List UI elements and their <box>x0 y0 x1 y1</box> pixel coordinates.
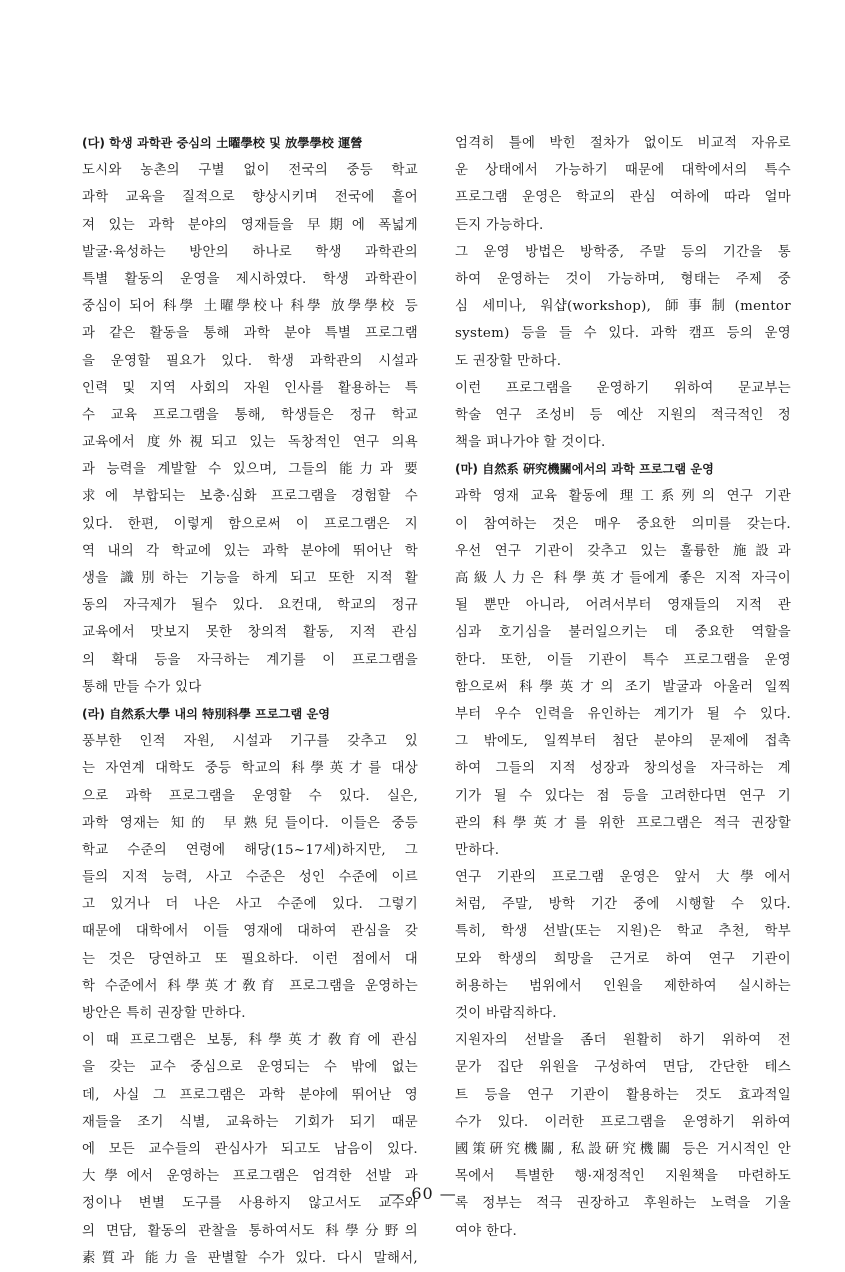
body-line: 과학 영재는 知的 早熟兒들이다. 이들은 중등 <box>82 815 418 831</box>
body-line: 大學에서 운영하는 프로그램은 엄격한 선발 과 <box>82 1169 418 1185</box>
paragraph-first-line: 이런 프로그램을 운영하기 위하여 문교부는 <box>455 380 791 396</box>
body-line: 교육에서 맛보지 못한 창의적 활동, 지적 관심 <box>82 625 418 641</box>
paragraph-last-line: 책을 펴나가야 할 것이다. <box>455 435 606 451</box>
body-line: 고 있거나 더 나은 사고 수준에 있다. 그렇기 <box>82 897 418 913</box>
paragraph-first-line: 풍부한 인적 자원, 시설과 기구를 갖추고 있 <box>82 734 418 750</box>
paragraph-first-line: 도시와 농촌의 구별 없이 전국의 중등 학교 <box>82 163 418 179</box>
body-line: 수 교육 프로그램을 통해, 학생들은 정규 학교 <box>82 407 418 423</box>
body-line: 목에서 특별한 행·재정적인 지원책을 마련하도 <box>455 1169 791 1185</box>
body-line: 는 자연계 대학도 중등 학교의 科學英才를 대상 <box>82 761 418 777</box>
body-line: 을 갖는 교수 중심으로 운영되는 수 밖에 없는 <box>82 1060 418 1076</box>
paragraph-last-line: 든지 가능하다. <box>455 217 544 233</box>
body-line: 이 참여하는 것은 매우 중요한 의미를 갖는다. <box>455 516 791 532</box>
page-number: — 60 — <box>388 1184 457 1203</box>
body-line: 으로 과학 프로그램을 운영할 수 있다. 실은, <box>82 788 418 804</box>
paragraph-first-line: 연구 기관의 프로그램 운영은 앞서 大學에서 <box>455 870 791 886</box>
body-line: 인력 및 지역 사회의 자원 인사를 활용하는 특 <box>82 380 418 396</box>
body-line: 엄격히 틀에 박힌 절차가 없이도 비교적 자유로 <box>455 136 791 151</box>
body-line: 특히, 학생 선발(또는 지원)은 학교 추천, 학부 <box>455 924 791 940</box>
paragraph-first-line: 그 운영 방법은 방학중, 주말 등의 기간을 통 <box>455 244 791 260</box>
body-line: 특별 활동의 운영을 제시하였다. 학생 과학관이 <box>82 271 418 287</box>
right-column <box>455 130 791 1245</box>
left-column <box>82 130 418 1272</box>
paragraph-last-line: 여야 한다. <box>455 1223 518 1239</box>
body-line: 학술 연구 조성비 등 예산 지원의 적극적인 정 <box>455 407 791 423</box>
paragraph-first-line: 지원자의 선발을 좀더 원활히 하기 위하여 전 <box>455 1033 791 1049</box>
body-line: 허용하는 범위에서 인원을 제한하여 실시하는 <box>455 978 791 994</box>
body-line: 져 있는 과학 분야의 영재들을 早期에 폭넓게 <box>82 217 418 233</box>
body-line: 문가 집단 위원을 구성하여 면담, 간단한 테스 <box>455 1060 791 1076</box>
paragraph-last-line: 도 권장할 만하다. <box>455 353 562 369</box>
paragraph-first-line: 이 때 프로그램은 보통, 科學英才敎育에 관심 <box>82 1033 418 1049</box>
paragraph-last-line: 만하다. <box>455 842 500 858</box>
body-line: 에 모든 교수들의 관심사가 되고도 남음이 있다. <box>82 1141 418 1157</box>
body-line: 심 세미나, 워샵(workshop), 師事制(mentor <box>455 299 791 315</box>
body-line: 의 확대 등을 자극하는 계기를 이 프로그램을 <box>82 652 418 668</box>
body-line: 한다. 또한, 이들 기관이 특수 프로그램을 운영 <box>455 652 791 668</box>
body-line: 을 운영할 필요가 있다. 학생 과학관의 시설과 <box>82 353 418 369</box>
body-line: 그 밖에도, 일찍부터 첨단 분야의 문제에 접촉 <box>455 734 791 750</box>
body-line: 발굴·육성하는 방안의 하나로 학생 과학관의 <box>82 244 418 260</box>
body-line: 될 뿐만 아니라, 어려서부터 영재들의 지적 관 <box>455 598 791 614</box>
body-line: 우선 연구 기관이 갖추고 있는 훌륭한 施設과 <box>455 543 791 559</box>
body-line: 생을 識別하는 기능을 하게 되고 또한 지적 활 <box>82 571 418 586</box>
body-line: 역 내의 각 학교에 있는 과학 분야에 뛰어난 학 <box>82 543 418 559</box>
body-line: system) 등을 들 수 있다. 과학 캠프 등의 운영 <box>455 326 791 342</box>
body-line: 과 같은 활동을 통해 과학 분야 특별 프로그램 <box>82 326 418 342</box>
body-line: 國策硏究機關, 私設硏究機關 등은 거시적인 안 <box>455 1141 791 1157</box>
paragraph-last-line: 통해 만들 수가 있다 <box>82 679 202 695</box>
section-heading: (라) 自然系大學 내의 特別科學 프로그램 운영 <box>82 706 331 721</box>
paragraph-first-line: 과학 영재 교육 활동에 理工系列의 연구 기관 <box>455 489 791 505</box>
body-line: 때문에 대학에서 이들 영재에 대하여 관심을 갖 <box>82 924 418 940</box>
body-line: 교육에서 度外視되고 있는 독창적인 연구 의욕 <box>82 435 418 451</box>
body-line: 데, 사실 그 프로그램은 과학 분야에 뛰어난 영 <box>82 1087 418 1103</box>
body-line: 트 등을 연구 기관이 활용하는 것도 효과적일 <box>455 1087 791 1103</box>
body-line: 재들을 조기 식별, 교육하는 기회가 되기 때문 <box>82 1114 418 1130</box>
body-line: 운 상태에서 가능하기 때문에 대학에서의 특수 <box>455 163 791 179</box>
body-line: 의 면담, 활동의 관찰을 통하여서도 科學分野의 <box>82 1223 418 1239</box>
section-heading: (마) 自然系 硏究機關에서의 과학 프로그램 운영 <box>455 462 714 477</box>
paragraph-last-line: 방안은 특히 권장할 만하다. <box>82 1006 246 1021</box>
body-line: 심과 호기심을 불러일으키는 데 중요한 역할을 <box>455 625 791 641</box>
body-line: 관의 科學英才를 위한 프로그램은 적극 권장할 <box>455 815 791 831</box>
body-line: 동의 자극제가 될수 있다. 요컨대, 학교의 정규 <box>82 598 418 614</box>
body-line: 求에 부합되는 보충·심화 프로그램을 경험할 수 <box>82 489 418 505</box>
body-line: 정이나 변별 도구를 사용하지 않고서도 교수와 <box>82 1196 418 1212</box>
body-line: 高級人力은 科學英才들에게 좋은 지적 자극이 <box>455 571 791 586</box>
body-line: 있다. 한편, 이렇게 함으로써 이 프로그램은 지 <box>82 516 418 532</box>
body-line: 부터 우수 인력을 유인하는 계기가 될 수 있다. <box>455 706 791 722</box>
body-line: 학교 수준의 연령에 해당(15~17세)하지만, 그 <box>82 842 418 858</box>
section-heading: (다) 학생 과학관 중심의 土曜學校 및 放學學校 運營 <box>82 136 363 150</box>
body-line: 록 정부는 적극 권장하고 후원하는 노력을 기울 <box>455 1196 791 1212</box>
body-line: 모와 학생의 희망을 근거로 하여 연구 기관이 <box>455 951 791 967</box>
body-line: 과 능력을 계발할 수 있으며, 그들의 能力과 要 <box>82 462 418 478</box>
body-line: 중심이 되어 科學 土曜學校나 科學 放學學校 등 <box>82 299 418 315</box>
body-line: 들의 지적 능력, 사고 수준은 성인 수준에 이르 <box>82 870 418 886</box>
body-line: 학 수준에서 科學英才敎育 프로그램을 운영하는 <box>82 978 418 994</box>
body-line: 프로그램 운영은 학교의 관심 여하에 따라 얼마 <box>455 190 791 206</box>
body-line: 하여 그들의 지적 성장과 창의성을 자극하는 계 <box>455 761 791 777</box>
body-line: 하여 운영하는 것이 가능하며, 형태는 주제 중 <box>455 271 791 287</box>
body-line: 수가 있다. 이러한 프로그램을 운영하기 위하여 <box>455 1114 791 1130</box>
body-line: 함으로써 科學英才의 조기 발굴과 아울러 일찍 <box>455 679 791 695</box>
body-line: 기가 될 수 있다는 점 등을 고려한다면 연구 기 <box>455 788 791 804</box>
body-line: 는 것은 당연하고 또 필요하다. 이런 점에서 대 <box>82 951 418 967</box>
body-line: 처럼, 주말, 방학 기간 중에 시행할 수 있다. <box>455 897 791 913</box>
paragraph-last-line: 것이 바람직하다. <box>455 1006 557 1021</box>
body-line: 과학 교육을 질적으로 향상시키며 전국에 흩어 <box>82 190 418 206</box>
body-line: 素質과 能力을 판별할 수가 있다. 다시 말해서, <box>82 1250 418 1266</box>
